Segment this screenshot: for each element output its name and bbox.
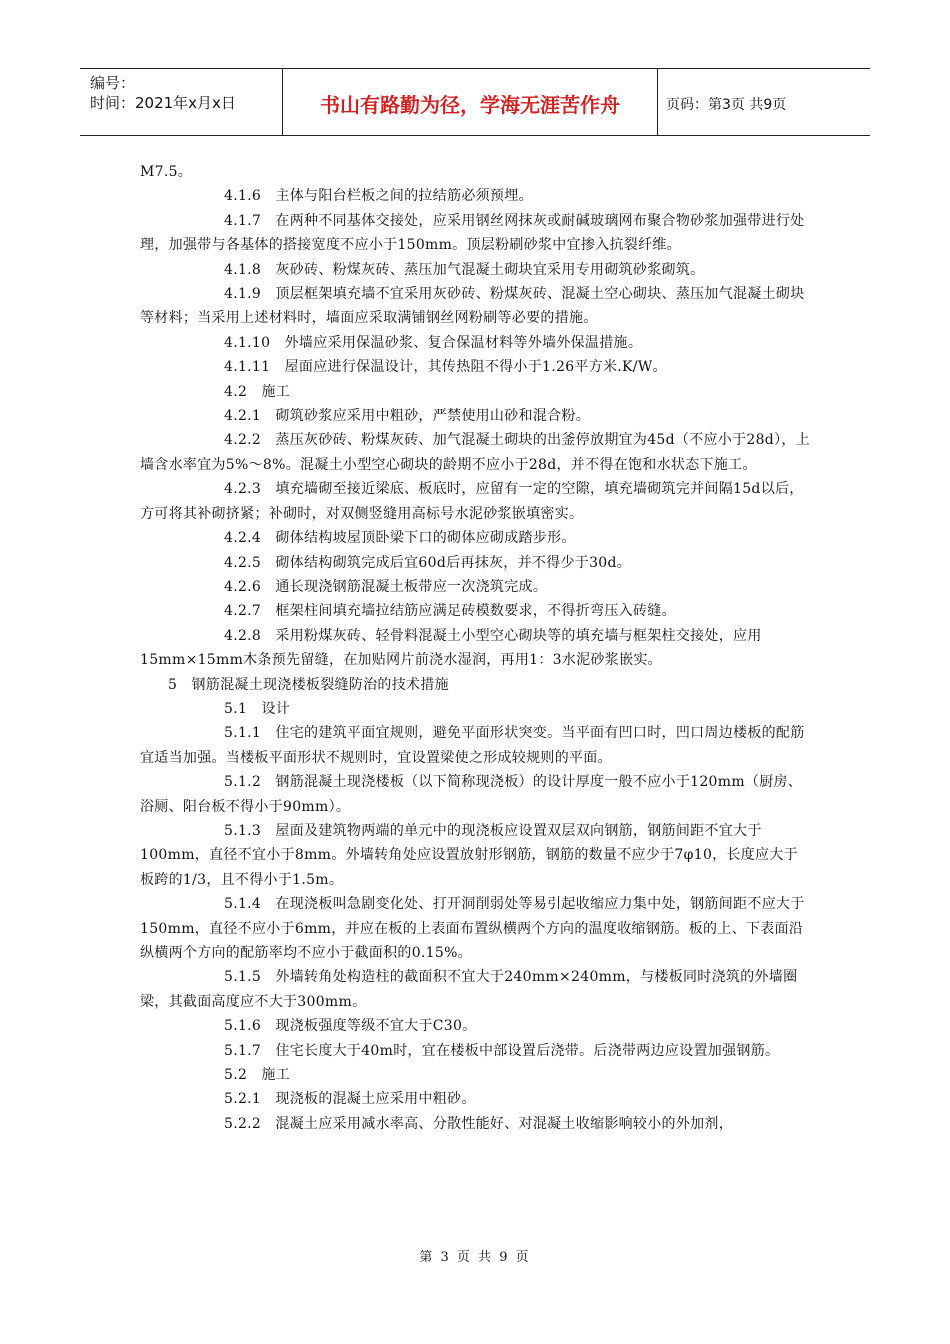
paragraph: M7.5。 (140, 164, 193, 180)
paragraph: 4.2.6 通长现浇钢筋混凝土板带应一次浇筑完成。 (224, 578, 548, 595)
paragraph: 5.2.2 混凝土应采用减水率高、分散性能好、对混凝土收缩影响较小的外加剂， (224, 1115, 734, 1132)
header-meta (80, 69, 283, 135)
paragraph: 5.1.5 外墙转角处构造柱的截面积不宜大于240mm×240mm，与楼板同时浇筑的外墙圈梁，其截面高度应不大于300mm。 (140, 969, 798, 1010)
paragraph: 4.1.7 在两种不同基体交接处，应采用钢丝网抹灰或耐碱玻璃网布聚合物砂浆加强带进行处理，加强带与各基体的搭接宽度不应小于150mm。顶层粉刷砂浆中宜掺入抗裂纤维。 (140, 212, 805, 254)
paragraph: 5.1.2 钢筋混凝土现浇楼板（以下简称现浇板）的设计厚度一般不应小于120mm（厨房、浴厕、阳台板不得小于90mm）。 (140, 774, 803, 815)
document-body (140, 160, 812, 1136)
paragraph: 4.2.4 砌体结构坡屋顶卧梁下口的砌体应砌成踏步形。 (224, 530, 576, 547)
header-motto: 书山有路勤为径，学海无涯苦作舟 (283, 69, 658, 135)
paragraph: 4.2.7 框架柱间填充墙拉结筋应满足砖模数要求，不得折弯压入砖缝。 (224, 603, 676, 620)
paragraph: 5.1.1 住宅的建筑平面宜规则，避免平面形状突变。当平面有凹口时，凹口周边楼板的配筋宜适当加强。当楼板平面形状不规则时，宜设置梁使之形成较规则的平面。 (140, 725, 805, 766)
paragraph: 5 钢筋混凝土现浇楼板裂缝防治的技术措施 (168, 676, 449, 693)
paragraph: 4.1.9 顶层框架填充墙不宜采用灰砂砖、粉煤灰砖、混凝土空心砌块、蒸压加气混凝土砌块等材料；当采用上述材料时，墙面应采取满铺钢丝网粉刷等必要的措施。 (140, 286, 805, 327)
paragraph: 5.1.4 在现浇板叫急剧变化处、打开洞削弱处等易引起收缩应力集中处，钢筋间距不应大于150mm，直径不应小于6mm，并应在板的上表面布置纵横两个方向的温度收缩钢筋。板的上、下表面沿纵横两个方向的配筋率均不应小于截面积的0.15%。 (140, 896, 805, 961)
paragraph: 4.2.2 蒸压灰砂砖、粉煤灰砖、加气混凝土砌块的出釜停放期宜为45d（不应小于28d），上墙含水率宜为5%～8%。混凝土小型空心砌块的龄期不应小于28d，并不得在饱和水状态下施工。 (140, 432, 810, 473)
paragraph: 5.1 设计 (224, 700, 291, 717)
document-number-label: 编号： (90, 74, 136, 92)
paragraph: 4.2.5 砌体结构砌筑完成后宜60d后再抹灰，并不得少于30d。 (224, 554, 632, 571)
paragraph: 5.2 施工 (224, 1067, 291, 1084)
paragraph: 4.2.8 采用粉煤灰砖、轻骨料混凝土小型空心砌块等的填充墙与框架柱交接处，应用15mm×15mm木条预先留缝，在加贴网片前浇水湿润，再用1：3水泥砂浆嵌实。 (140, 627, 762, 669)
page-footer: 第 3 页 共 9 页 (419, 1250, 531, 1265)
paragraph: 4.1.8 灰砂砖、粉煤灰砖、蒸压加气混凝土砌块宜采用专用砌筑砂浆砌筑。 (224, 261, 705, 278)
paragraph: 4.1.11 屋面应进行保温设计，其传热阻不得小于1.26平方米.K/W。 (224, 359, 667, 376)
page-header (80, 68, 870, 136)
paragraph: 4.2.3 填充墙砌至接近梁底、板底时，应留有一定的空隙，填充墙砌筑完并间隔15d以后，方可将其补砌挤紧；补砌时，对双侧竖缝用高标号水泥砂浆嵌填密实。 (140, 481, 804, 522)
paragraph: 5.1.7 住宅长度大于40m时，宜在楼板中部设置后浇带。后浇带两边应设置加强钢筋。 (224, 1042, 780, 1059)
paragraph: 4.1.6 主体与阳台栏板之间的拉结筋必须预埋。 (224, 188, 533, 205)
paragraph: 4.1.10 外墙应采用保温砂浆、复合保温材料等外墙外保温措施。 (224, 334, 643, 351)
paragraph: 5.1.3 屋面及建筑物两端的单元中的现浇板应设置双层双向钢筋，钢筋间距不宜大于100mm，直径不宜小于8mm。外墙转角处应设置放射形钢筋，钢筋的数量不应少于7φ10，长度应大于板跨的1/3，且不得小于1.5m。 (140, 822, 798, 888)
paragraph: 4.2.1 砌筑砂浆应采用中粗砂，严禁使用山砂和混合粉。 (224, 408, 591, 425)
paragraph: 5.2.1 现浇板的混凝土应采用中粗砂。 (224, 1091, 476, 1108)
document-date: 时间：2021年x月x日 (90, 94, 236, 112)
paragraph: 5.1.6 现浇板强度等级不宜大于C30。 (224, 1018, 477, 1035)
header-page-info: 页码：第3页 共9页 (666, 97, 787, 113)
paragraph: 4.2 施工 (224, 383, 291, 400)
